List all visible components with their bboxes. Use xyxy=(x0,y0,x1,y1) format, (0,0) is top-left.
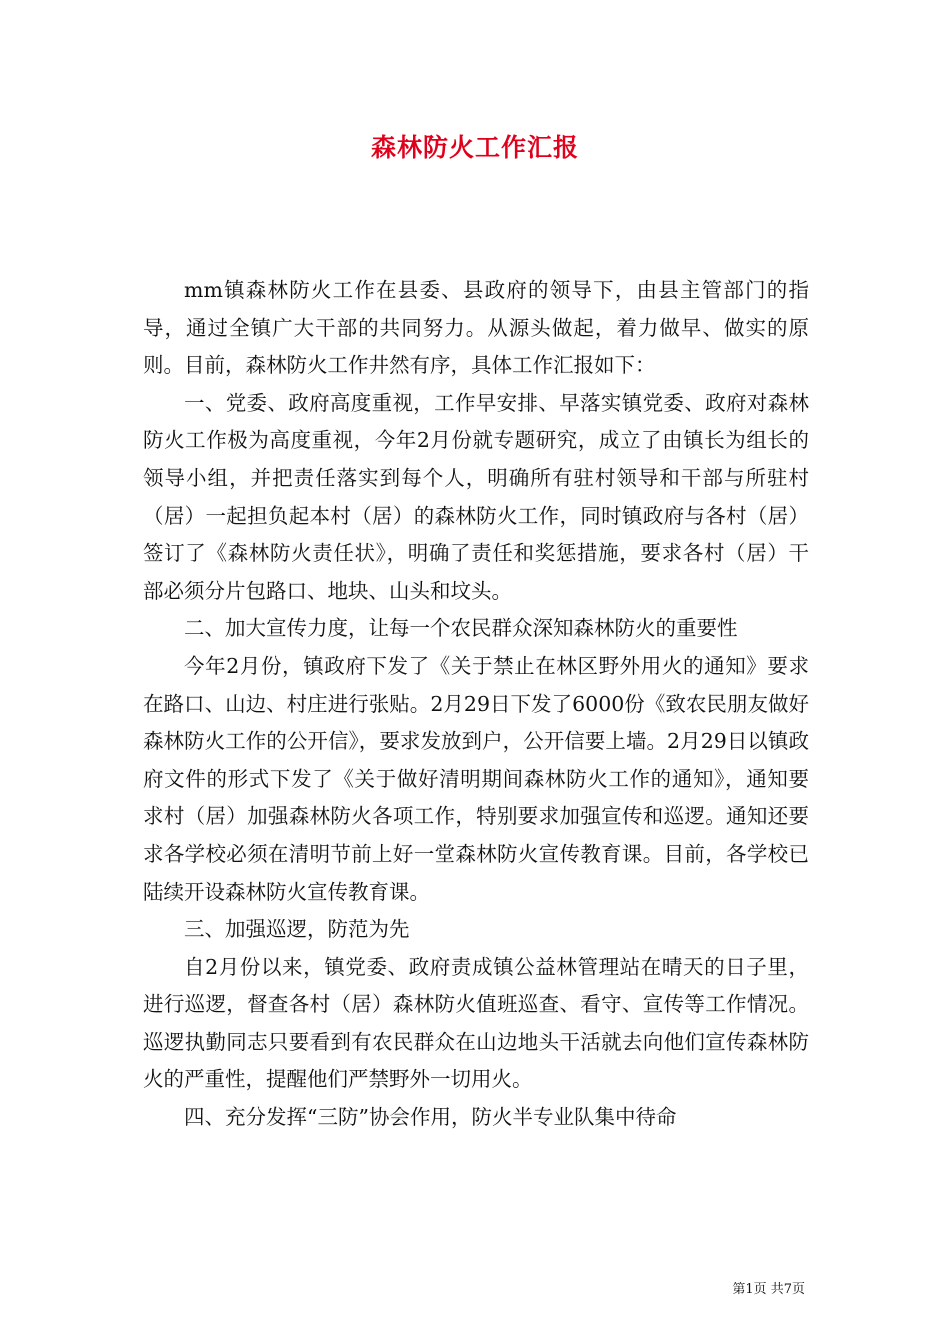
heading-section-4: 四、充分发挥“三防”协会作用，防火半专业队集中待命 xyxy=(184,1105,677,1130)
document-title: 森林防火工作汇报 xyxy=(370,133,579,162)
paragraph-section-2: 今年2月份，镇政府下发了《关于禁止在林区野外用火的通知》要求在路口、山边、村庄进行张贴。2月29日下发了6000份《致农民朋友做好森林防火工作的公开信》，要求发放到户，公开信要上墙。2月29日以镇政府文件的形式下发了《关于做好清明期间森林防火工作的通知》，通知要求村（居）加强森林防火各项工作，特别要求加强宣传和巡逻。通知还要求各学校必须在清明节前上好一堂森林防火宣传教育课。目前，各学校已陆续开设森林防火宣传教育课。 xyxy=(143,653,809,904)
page-number-footer: 第1页 共7页 xyxy=(732,1282,805,1297)
heading-section-3: 三、加强巡逻，防范为先 xyxy=(184,917,410,942)
document-body xyxy=(143,272,809,1137)
paragraph-section-1: 一、党委、政府高度重视，工作早安排、早落实镇党委、政府对森林防火工作极为高度重视，今年2月份就专题研究，成立了由镇长为组长的领导小组，并把责任落实到每个人，明确所有驻村领导和干部与所驻村（居）一起担负起本村（居）的森林防火工作，同时镇政府与各村（居）签订了《森林防火责任状》，明确了责任和奖惩措施，要求各村（居）干部必须分片包路口、地块、山头和坟头。 xyxy=(143,390,809,603)
heading-section-2: 二、加大宣传力度，让每一个农民群众深知森林防火的重要性 xyxy=(184,616,738,641)
paragraph-section-3: 自2月份以来，镇党委、政府责成镇公益林管理站在晴天的日子里，进行巡逻，督查各村（居）森林防火值班巡查、看守、宣传等工作情况。巡逻执勤同志只要看到有农民群众在山边地头干活就去向他们宣传森林防火的严重性，提醒他们严禁野外一切用火。 xyxy=(143,954,809,1092)
paragraph-intro: mm镇森林防火工作在县委、县政府的领导下，由县主管部门的指导，通过全镇广大干部的共同努力。从源头做起，着力做早、做实的原则。目前，森林防火工作井然有序，具体工作汇报如下： xyxy=(143,278,809,378)
